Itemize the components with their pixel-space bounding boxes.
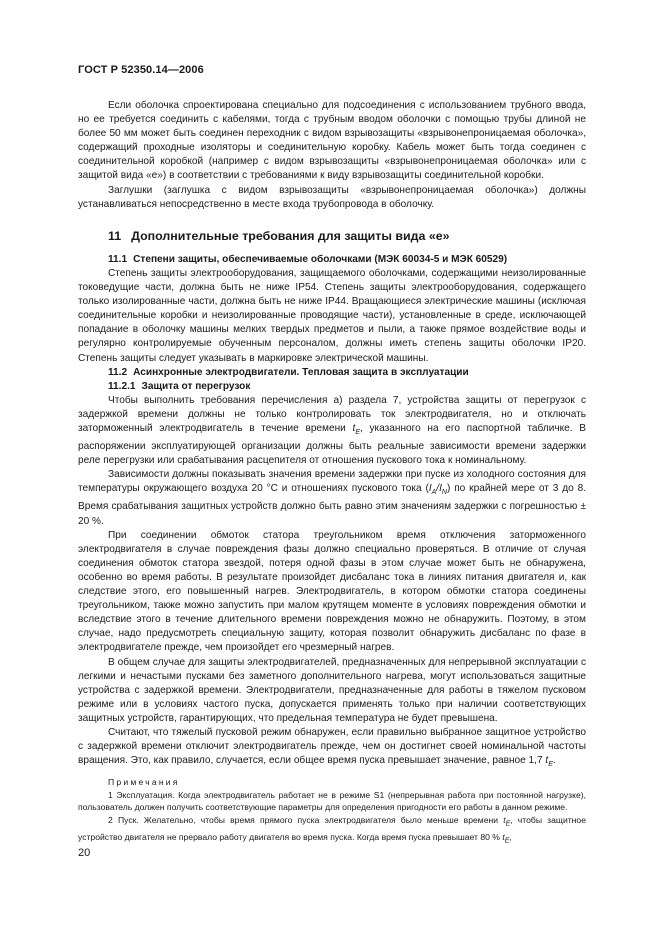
note-2-t2-sub: E xyxy=(504,837,510,845)
section-11-1-number: 11.1 xyxy=(108,253,128,265)
notes-title: Примечания xyxy=(108,777,180,788)
section-11-1-heading xyxy=(78,253,586,267)
intro-paragraph-1: Если оболочка спроектирована специально для подсоединения с использованием трубного ввода, но ее требуется соединить с кабелями, тогда с трубным вводом оболочки с помощью трубы длиной не более 50 мм может быть соединен переходник с видом взрывозащиты «взрывонепроницаемая оболочка», содержащий проходные изоляторы и соединительную коробку. Кабель может быть тогда соединен с соединительной коробкой (например с видом взрывозащиты «взрывонепроницаемая оболочка» или с защитой вида «е») в соответствии с требованиями к виду взрывозащиты соединительной коробки. xyxy=(78,100,586,182)
t-e-symbol xyxy=(353,423,360,434)
p5-text-b: . xyxy=(552,755,556,767)
ratio-in-sub: N xyxy=(441,489,447,497)
section-11-2-1-paragraph-2 xyxy=(78,468,586,528)
note-2-t: t xyxy=(503,814,506,825)
ratio-ia: I xyxy=(428,483,432,495)
p1-text-b: , указанного на его паспортной табличке. В распоряжении эксплуатирующей организации должны быть реальные зависимости времени задержки реле перегрузки или срабатывания расцепителя от отношения пускового тока к номинальному. xyxy=(78,422,586,467)
t-subscript: E xyxy=(355,428,360,436)
section-11-2-title: Асинхронные электродвигатели. Тепловая защита в эксплуатации xyxy=(133,366,469,378)
t-symbol: t xyxy=(352,422,356,434)
p5-text-a: Считают, что тяжелый пусковой режим обнаружен, если правильно выбранное защитное устройство с задержкой времени отключит электродвигатель прежде, чем он достигнет своей номинальной частоты вращения. Это, как правило, случается, если общее время пуска превышает значение, равное 1,7 xyxy=(78,726,586,767)
p1-text-a: Чтобы выполнить требования перечисления а) раздела 7, устройства защиты от перегрузок с задержкой времени должны не только контролировать ток электродвигателя, но и отключать заторможенный электродвигатель в течение времени xyxy=(78,394,586,434)
intro-paragraph-2: Заглушки (заглушка с видом взрывозащиты «взрывонепроницаемая оболочка») должны устанавливаться непосредственно в месте входа трубопровода в оболочку. xyxy=(78,184,586,210)
section-11-title: Дополнительные требования для защиты вида «е» xyxy=(131,228,450,243)
p5-t-subscript: E xyxy=(548,761,553,769)
note-2-text-b: , чтобы защитное устройство двигателя не прервало работу двигателя во время пуска. Когда время пуска превышает 80 % xyxy=(78,814,586,842)
ratio-in: I xyxy=(439,483,442,495)
section-11-2-1-paragraph-5 xyxy=(78,726,586,772)
ratio-ia-sub: A xyxy=(431,489,437,497)
note-2-t-sub: E xyxy=(505,820,511,828)
note-2-text-a: 2 Пуск. Желательно, чтобы время прямого пуска электродвигателя было меньше времени xyxy=(108,814,504,825)
section-11-1-text: Степень защиты электрооборудования, защищаемого оболочками, содержащими неизолированные токоведущие части, должна быть не ниже IP54. Степень защиты электрооборудования, содержащего только изолированные части, должна быть не ниже IP44. Вращающиеся электрические машины (исключая соединительные коробки и неизолированные проводящие части), установленные в среде, исключающей попадание в оболочку машины мелких твердых предметов и пыли, а также прямое воздействие воды и регулярно контролируемые обученным персоналом, должны иметь степень защиты оболочки IP20. Степень защиты следует указывать в маркировке электрической машины. xyxy=(78,267,586,364)
page-number: 20 xyxy=(78,847,91,859)
p2-text-a: Зависимости должны показывать значения времени задержки при пуске из холодного состояния для температуры окружающего воздуха 20 °С и отношениях пускового тока ( xyxy=(78,469,586,495)
section-11-2-1-heading xyxy=(78,380,586,394)
section-11-heading xyxy=(78,229,586,243)
note-1: 1 Эксплуатация. Когда электродвигатель работает не в режиме S1 (непрерывная работа при постоянной нагрузке), пользователь должен получить соответствующие параметры для определения пригодности его работы в данном режиме. xyxy=(78,790,586,813)
section-11-2-1-title: Защита от перегрузок xyxy=(141,380,251,392)
section-11-2-heading xyxy=(78,366,586,380)
section-11-2-number: 11.2 xyxy=(108,366,128,378)
p5-t-e-symbol xyxy=(545,755,553,769)
section-11-2-1-number: 11.2.1 xyxy=(108,380,136,392)
current-ratio xyxy=(428,483,447,497)
section-11-2-1-paragraph-4: В общем случае для защиты электродвигателей, предназначенных для непрерывной эксплуатации с легкими и нечастыми пусками без заметного дополнительного нагрева, могут использоваться защитные устройства с задержкой времени. Электродвигатели, предназначенные для работы в тяжелом пусковом режиме или в условиях частого пуска, допускается применять только при наличии соответствующих защитных устройств, гарантирующих, что предельная температура не будет превышена. xyxy=(78,656,586,724)
note-2-text-c: , xyxy=(509,831,512,842)
note-2 xyxy=(78,814,586,848)
p2-text-b: ) по крайней мере от 3 до 8. Время срабатывания защитных устройств должно быть равно этим значениям задержки с погрешностью ± 20 %. xyxy=(78,483,586,527)
section-11-1-title: Степени защиты, обеспечиваемые оболочками (МЭК 60034-5 и МЭК 60529) xyxy=(133,253,508,265)
section-11-2-1-paragraph-1 xyxy=(78,394,586,468)
document-body xyxy=(78,99,586,848)
note-2-t2: t xyxy=(502,831,505,842)
p5-t-symbol: t xyxy=(545,755,549,767)
section-11-2-1-paragraph-3: При соединении обмоток статора треугольником время отключения заторможенного электродвигателя в случае повреждения фазы должно специально проверяться. В отличие от случая соединения обмоток статора звездой, потеря одной фазы в этом случае может быть не обнаружена, особенно во время работы. В результате произойдет дисбаланс тока в линиях питания двигателя и, как следствие этого, его повышенный нагрев. Электродвигатель, в котором обмотки статора соединены треугольником, также можно запустить при малом крутящем моменте в условиях повреждения обмотки и вследствие этого в течение длительного времени повреждения можно не обнаружить. Поэтому, в этом случае, надо предусмотреть специальную защиту, которая позволит обнаружить дисбаланс по фазе в электродвигателе прежде, чем произойдет его чрезмерный нагрев. xyxy=(78,529,586,654)
section-11-number: 11 xyxy=(108,228,122,243)
ratio-slash: / xyxy=(436,483,440,495)
document-header: ГОСТ Р 52350.14—2006 xyxy=(78,64,204,76)
